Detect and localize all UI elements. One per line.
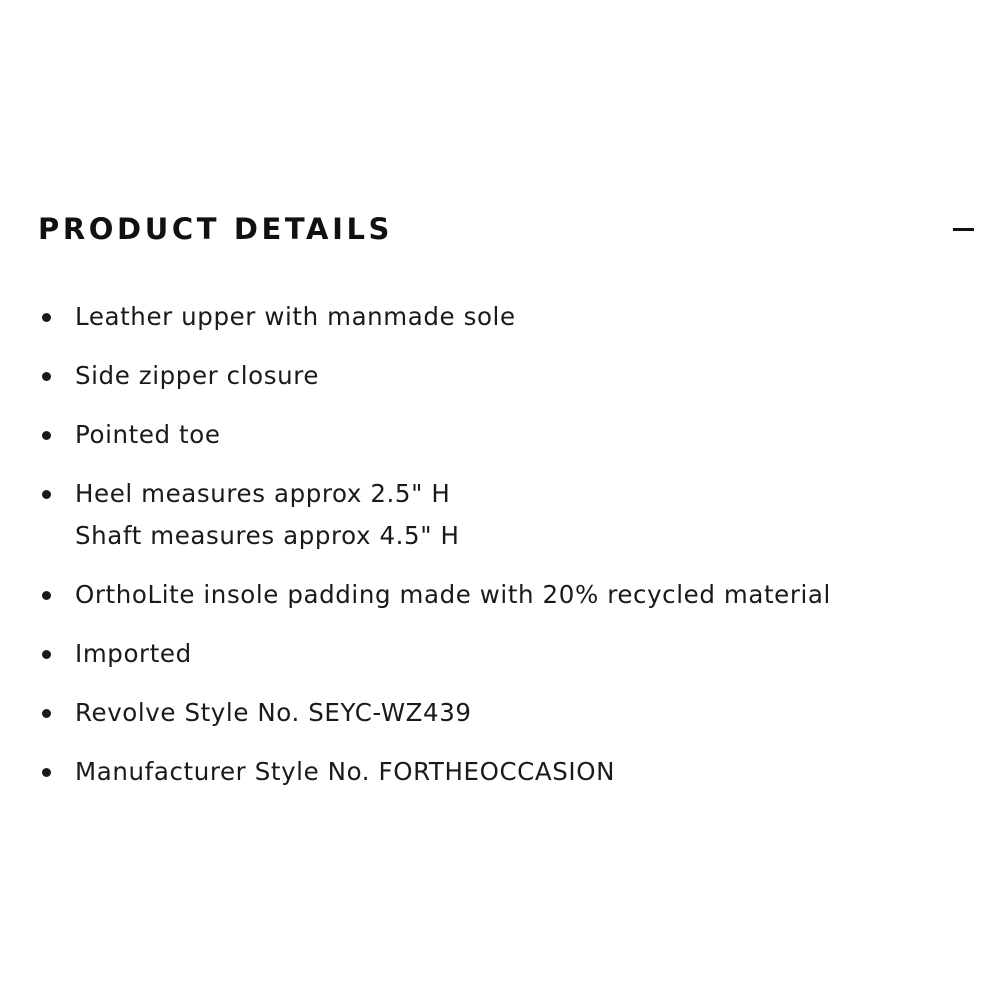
bullet-icon bbox=[38, 574, 75, 616]
bullet-icon bbox=[38, 414, 75, 456]
list-item bbox=[38, 414, 968, 456]
list-item bbox=[38, 574, 968, 616]
list-item bbox=[38, 692, 968, 734]
detail-text: Revolve Style No. SEYC-WZ439 bbox=[75, 698, 472, 727]
detail-text: Pointed toe bbox=[75, 420, 221, 449]
list-item bbox=[38, 473, 968, 557]
bullet-icon bbox=[38, 633, 75, 675]
detail-text: Side zipper closure bbox=[75, 361, 320, 390]
list-item bbox=[38, 296, 968, 338]
detail-text: Heel measures approx 2.5" H bbox=[75, 479, 451, 508]
bullet-icon bbox=[38, 473, 75, 515]
bullet-icon bbox=[38, 692, 75, 734]
list-item bbox=[38, 633, 968, 675]
product-details-accordion-header[interactable] bbox=[38, 206, 974, 252]
detail-text: Leather upper with manmade sole bbox=[75, 302, 516, 331]
detail-text: Manufacturer Style No. FORTHEOCCASION bbox=[75, 757, 616, 786]
product-details-list bbox=[38, 296, 968, 810]
bullet-icon bbox=[38, 355, 75, 397]
detail-text: Imported bbox=[75, 639, 192, 668]
bullet-icon bbox=[38, 751, 75, 793]
detail-text: Shaft measures approx 4.5" H bbox=[75, 521, 460, 550]
detail-text: OrthoLite insole padding made with 20% recycled material bbox=[75, 580, 831, 609]
bullet-icon bbox=[38, 296, 75, 338]
list-item bbox=[38, 751, 968, 793]
section-title: PRODUCT DETAILS bbox=[38, 212, 394, 246]
list-item bbox=[38, 355, 968, 397]
minus-icon[interactable] bbox=[950, 217, 974, 241]
